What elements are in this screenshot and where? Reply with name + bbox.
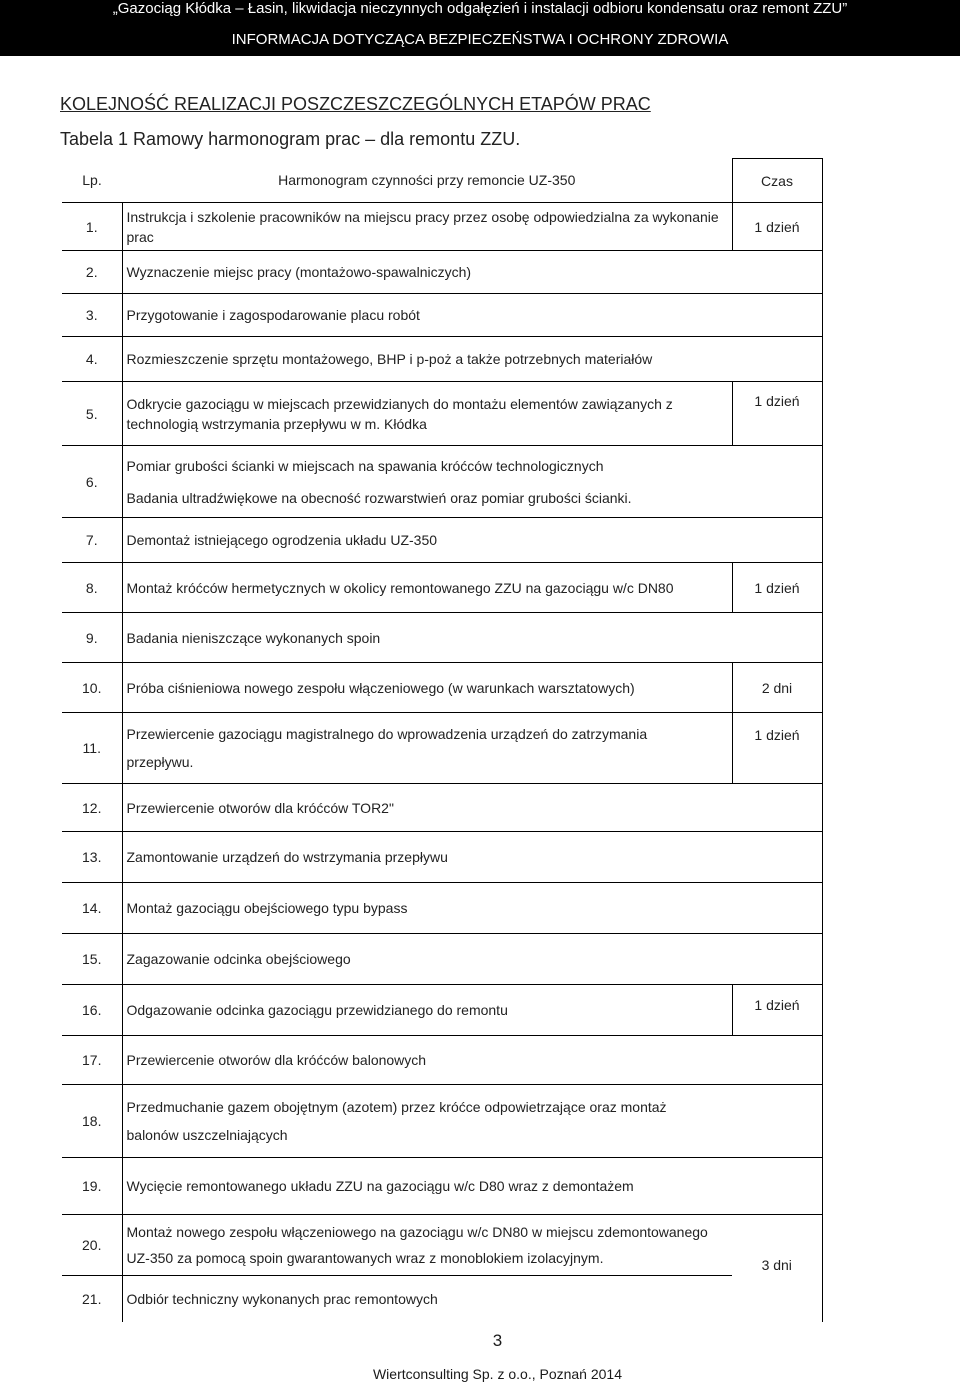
row-time: [732, 518, 822, 563]
row-activity-line: UZ-350 za pomocą spoin gwarantowanych wraz z monoblokiem izolacyjnym.: [126, 1250, 604, 1266]
row-lp: 16.: [62, 985, 122, 1036]
row-lp: 17.: [62, 1036, 122, 1085]
footer-company: Wiertconsulting Sp. z o.o., Poznań 2014: [372, 1366, 623, 1382]
row-time: 1 dzień: [732, 985, 822, 1036]
row-lp: 2.: [62, 251, 122, 294]
row-time: 3 dni: [732, 1215, 822, 1322]
row-activity: [122, 446, 732, 518]
col-header-time: Czas: [732, 159, 822, 203]
table-row: [62, 1036, 822, 1085]
row-time: [732, 934, 822, 985]
row-lp: 8.: [62, 563, 122, 613]
row-lp: 14.: [62, 883, 122, 934]
row-activity: Odbiór techniczny wykonanych prac remontowych: [126, 1290, 438, 1307]
table-row: [62, 883, 822, 934]
table-row: [62, 446, 822, 518]
row-lp: 10.: [62, 663, 122, 713]
row-activity-line: Przedmuchanie gazem obojętnym (azotem) przez króćce odpowietrzające oraz montaż: [126, 1099, 667, 1115]
row-activity: Przewiercenie otworów dla króćców TOR2": [122, 784, 732, 832]
row-activity: Demontaż istniejącego ogrodzenia układu UZ-350: [122, 518, 732, 563]
row-lp: 1.: [62, 203, 122, 251]
table-row: [62, 1085, 822, 1158]
table-row: [62, 518, 822, 563]
table-row: [62, 832, 822, 883]
row-lp: 19.: [62, 1158, 122, 1215]
page-number: 3: [492, 1331, 503, 1350]
row-lp: 18.: [62, 1085, 122, 1158]
table-row: [62, 934, 822, 985]
table-header-row: [62, 159, 822, 203]
row-activity: Próba ciśnieniowa nowego zespołu włączeniowego (w warunkach warsztatowych): [122, 663, 732, 713]
row-lp: 12.: [62, 784, 122, 832]
row-lp: 20.: [62, 1215, 122, 1276]
table-row: [62, 1215, 822, 1276]
row-lp: 3.: [62, 294, 122, 337]
row-activity: Rozmieszczenie sprzętu montażowego, BHP i p-poż a także potrzebnych materiałów: [122, 337, 732, 382]
row-activity-line: Badania ultradźwiękowe na obecność rozwarstwień oraz pomiar grubości ścianki.: [126, 489, 632, 506]
row-activity: Odkrycie gazociągu w miejscach przewidzianych do montażu elementów zawiązanych z technologią wstrzymania przepływu w m. Kłódka: [122, 382, 732, 446]
col-header-activity: Harmonogram czynności przy remoncie UZ-350: [122, 159, 732, 203]
row-activity: Badania nieniszczące wykonanych spoin: [122, 613, 732, 663]
row-activity: [122, 1085, 732, 1158]
row-lp: 13.: [62, 832, 122, 883]
row-time: 2 dni: [732, 663, 822, 713]
row-lp: 4.: [62, 337, 122, 382]
table-row: [62, 985, 822, 1036]
row-activity-line: Montaż nowego zespołu włączeniowego na gazociągu w/c DN80 w miejscu zdemontowanego: [126, 1224, 708, 1240]
row-activity: Montaż króćców hermetycznych w okolicy remontowanego ZZU na gazociągu w/c DN80: [122, 563, 732, 613]
row-activity-line: Przewiercenie gazociągu magistralnego do wprowadzenia urządzeń do zatrzymania: [126, 726, 648, 742]
row-time: [732, 1085, 822, 1158]
table-row: [62, 251, 822, 294]
section-title: KOLEJNOŚĆ REALIZACJI POSZCZESZCZEGÓLNYCH ETAPÓW PRAC: [60, 94, 651, 114]
row-lp: 11.: [62, 713, 122, 784]
table-row: [62, 203, 822, 251]
row-lp: 9.: [62, 613, 122, 663]
row-activity: Przewiercenie otworów dla króćców balonowych: [122, 1036, 732, 1085]
row-activity: Montaż gazociągu obejściowego typu bypass: [122, 883, 732, 934]
row-activity: Wycięcie remontowanego układu ZZU na gazociągu w/c D80 wraz z demontażem: [122, 1158, 732, 1215]
row-time: [732, 832, 822, 883]
row-time: [732, 1036, 822, 1085]
row-lp: 21.: [62, 1276, 122, 1322]
row-time: 1 dzień: [732, 563, 822, 613]
row-activity-line: balonów uszczelniających: [126, 1127, 288, 1143]
row-lp: 5.: [62, 382, 122, 446]
row-activity: [122, 1215, 732, 1276]
table-row: [62, 1158, 822, 1215]
row-activity: Instrukcja i szkolenie pracowników na miejscu pracy przez osobę odpowiedzialna za wykonanie prac: [122, 203, 732, 251]
row-activity: Zagazowanie odcinka obejściowego: [122, 934, 732, 985]
table-row: [62, 294, 822, 337]
row-time: [732, 613, 822, 663]
row-time: [732, 784, 822, 832]
table-row: [62, 713, 822, 784]
row-time: [732, 1158, 822, 1215]
row-lp: 6.: [62, 446, 122, 518]
row-time: [732, 294, 822, 337]
col-header-lp: Lp.: [62, 159, 122, 203]
table-row: [62, 382, 822, 446]
table-row: [62, 1276, 822, 1322]
table-caption: Tabela 1 Ramowy harmonogram prac – dla remontu ZZU.: [60, 129, 521, 149]
row-time: 1 dzień: [732, 203, 822, 251]
row-time: [732, 446, 822, 518]
table-row: [62, 337, 822, 382]
row-activity: [122, 713, 732, 784]
table-row: [62, 784, 822, 832]
row-time: 1 dzień: [732, 713, 822, 784]
row-activity: Odgazowanie odcinka gazociągu przewidzianego do remontu: [122, 985, 732, 1036]
row-time: 1 dzień: [732, 382, 822, 446]
row-time: [732, 337, 822, 382]
header-project-title: „Gazociąg Kłódka – Łasin, likwidacja nieczynnych odgałęzień i instalacji odbioru kondensatu oraz remont ZZU”: [112, 0, 848, 17]
header-document-title: INFORMACJA DOTYCZĄCA BEZPIECZEŃSTWA I OCHRONY ZDROWIA: [231, 31, 729, 48]
row-activity: Wyznaczenie miejsc pracy (montażowo-spawalniczych): [122, 251, 732, 294]
table-row: [62, 563, 822, 613]
row-activity-line: Pomiar grubości ścianki w miejscach na spawania króćców technologicznych: [126, 457, 604, 474]
row-time: [732, 883, 822, 934]
table-row: [62, 663, 822, 713]
schedule-table: [62, 158, 823, 1322]
table-row: [62, 613, 822, 663]
row-lp: 7.: [62, 518, 122, 563]
row-activity: Przygotowanie i zagospodarowanie placu robót: [122, 294, 732, 337]
row-activity-line: przepływu.: [126, 754, 194, 770]
row-lp: 15.: [62, 934, 122, 985]
row-activity: Zamontowanie urządzeń do wstrzymania przepływu: [122, 832, 732, 883]
row-time: [732, 251, 822, 294]
